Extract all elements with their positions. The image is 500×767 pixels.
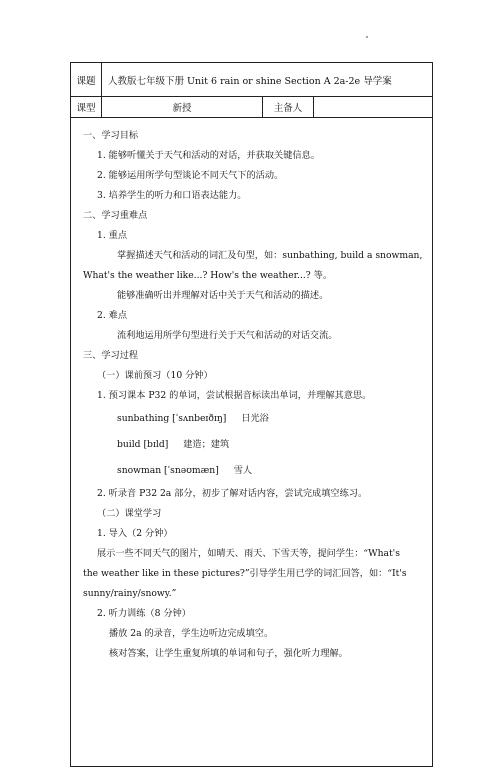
lesson-plan-table — [70, 62, 433, 767]
paragraph-line: 能够准确听出并理解对话中关于天气和活动的描述。 — [117, 290, 329, 301]
topic-row — [71, 63, 433, 97]
vocab-item — [83, 406, 422, 432]
scan-dot — [366, 36, 368, 38]
paragraph-line: 展示一些不同天气的图片，如晴天、雨天、下雪天等，提问学生：“What's — [97, 548, 400, 559]
paragraph-line: What's the weather like...? How's the weather...? 等。 — [83, 270, 333, 281]
vocab-meaning: 建造；建筑 — [183, 439, 230, 450]
vocab-meaning: 雪人 — [233, 465, 253, 476]
subheading: （二）课堂学习 — [97, 508, 162, 519]
list-item: 3. 培养学生的听力和口语表达能力。 — [97, 190, 247, 201]
vocab-item — [83, 432, 422, 458]
subheading: 1. 重点 — [97, 230, 128, 241]
paragraph-line: 流利地运用所学句型进行关于天气和活动的对话交流。 — [117, 330, 338, 341]
paragraph-line: 核对答案，让学生重复所填的单词和句子，强化听力理解。 — [109, 648, 348, 659]
list-item: 1. 能够听懂关于天气和活动的对话，并获取关键信息。 — [97, 150, 320, 161]
preparer-value — [314, 97, 433, 118]
topic-label: 课题 — [71, 63, 102, 97]
lesson-type-value: 新授 — [102, 97, 263, 118]
paragraph-line: 掌握描述天气和活动的词汇及句型，如：sunbathing, build a snowman, — [117, 250, 423, 261]
type-row — [71, 97, 433, 118]
vocab-word: sunbathing [ˈsʌnbeɪðɪŋ] — [117, 413, 227, 424]
type-label: 课型 — [71, 97, 102, 118]
vocab-word: build [bɪld] — [117, 439, 169, 450]
section-heading: 一、学习目标 — [83, 130, 139, 141]
list-item: 2. 听录音 P32 2a 部分，初步了解对话内容，尝试完成填空练习。 — [97, 488, 368, 499]
list-item: 1. 导入（2 分钟） — [97, 528, 173, 539]
subheading: （一）课前预习（10 分钟） — [97, 370, 213, 381]
lesson-title: 人教版七年级下册 Unit 6 rain or shine Section A 2a-2e 导学案 — [102, 63, 433, 97]
content-row — [71, 118, 433, 767]
vocab-meaning: 日光浴 — [241, 413, 269, 424]
paragraph-line: sunny/rainy/snowy.” — [83, 588, 177, 599]
list-item: 1. 预习课本 P32 的单词，尝试根据音标读出单词，并理解其意思。 — [97, 390, 372, 401]
section-heading: 二、学习重难点 — [83, 210, 148, 221]
vocab-word: snowman [ˈsnəʊmæn] — [117, 465, 219, 476]
paragraph-line: 播放 2a 的录音，学生边听边完成填空。 — [109, 628, 274, 639]
preparer-label: 主备人 — [263, 97, 314, 118]
list-item: 2. 能够运用所学句型谈论不同天气下的活动。 — [97, 170, 284, 181]
list-item: 2. 听力训练（8 分钟） — [97, 608, 191, 619]
content-cell — [71, 118, 433, 767]
vocab-item — [83, 458, 422, 484]
subheading: 2. 难点 — [97, 310, 128, 321]
paragraph-line: the weather like in these pictures?”引导学生用已学的词汇回答，如：“It's — [83, 568, 407, 579]
section-heading: 三、学习过程 — [83, 350, 139, 361]
